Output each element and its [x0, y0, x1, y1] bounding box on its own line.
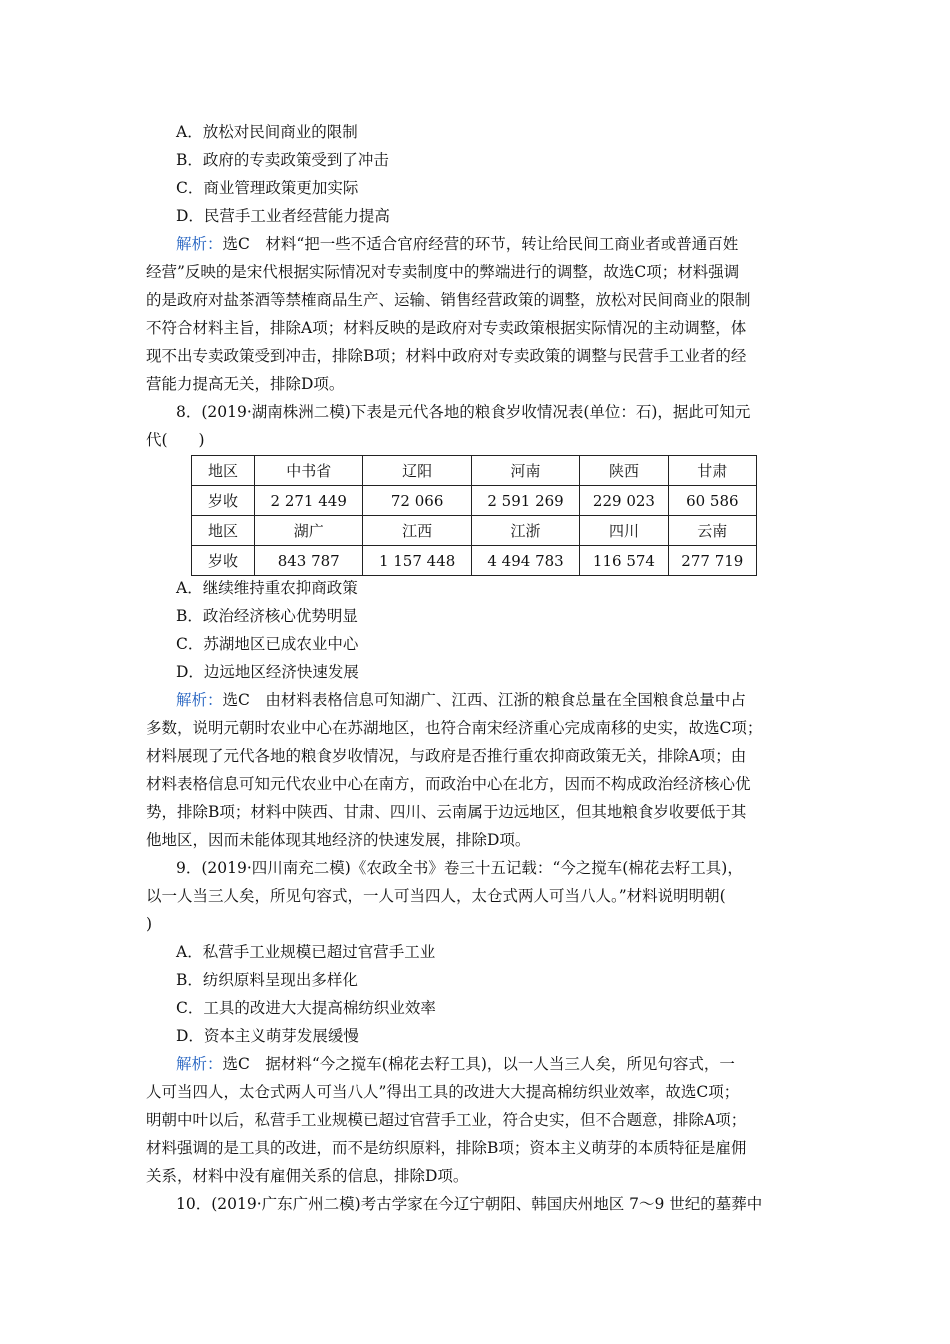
q7-option-d: D．民营手工业者经营能力提高: [176, 207, 390, 225]
table-cell: 2 271 449: [255, 486, 363, 516]
q7-analysis-line: 现不出专卖政策受到冲击，排除B项；材料中政府对专卖政策的调整与民营手工业者的经: [146, 347, 747, 365]
table-cell: 2 591 269: [471, 486, 579, 516]
analysis-label: 解析：: [176, 1055, 223, 1073]
q9-option-b: B．纺织原料呈现出多样化: [176, 971, 358, 989]
q8-option-d: D．边远地区经济快速发展: [176, 663, 359, 681]
table-cell: 甘肃: [668, 456, 756, 486]
q9-analysis-line: 关系，材料中没有雇佣关系的信息，排除D项。: [146, 1167, 469, 1185]
q8-analysis-line: 材料展现了元代各地的粮食岁收情况，与政府是否推行重农抑商政策无关，排除A项；由: [146, 747, 747, 765]
table-cell: 地区: [192, 456, 255, 486]
q8-option-c: C．苏湖地区已成农业中心: [176, 635, 359, 653]
q9-stem-line: 以一人当三人矣，所见句容式，一人可当四人，太仓式两人可当八人。”材料说明明朝(: [146, 887, 726, 905]
q8-stem-line: 代( ): [146, 431, 205, 449]
q9-stem-line: ): [146, 915, 153, 933]
table-cell: 277 719: [668, 546, 756, 576]
q9-analysis-line: [176, 1053, 841, 1075]
table-cell: 60 586: [668, 486, 756, 516]
table-cell: 江浙: [471, 516, 579, 546]
table-row: [192, 456, 757, 486]
table-cell: 中书省: [255, 456, 363, 486]
q7-option-b: B．政府的专卖政策受到了冲击: [176, 151, 389, 169]
table-cell: 河南: [471, 456, 579, 486]
q7-option-c: C．商业管理政策更加实际: [176, 179, 359, 197]
q10-stem-line: 10．(2019·广东广州二模)考古学家在今辽宁朝阳、韩国庆州地区 7～9 世纪的墓葬中: [176, 1195, 763, 1213]
table-cell: 四川: [580, 516, 668, 546]
table-cell: 江西: [363, 516, 471, 546]
q8-option-b: B．政治经济核心优势明显: [176, 607, 358, 625]
table-row: [192, 486, 757, 516]
table-row: [192, 546, 757, 576]
q8-option-a: A．继续维持重农抑商政策: [176, 579, 358, 597]
analysis-text: 选C 据材料“今之搅车(棉花去籽工具)，以一人当三人矣，所见句容式，一: [222, 1055, 735, 1073]
analysis-text: 选C 由材料表格信息可知湖广、江西、江浙的粮食总量在全国粮食总量中占: [222, 691, 746, 709]
table-cell: 辽阳: [363, 456, 471, 486]
table-cell: 4 494 783: [471, 546, 579, 576]
table-row: [192, 516, 757, 546]
table-cell: 岁收: [192, 486, 255, 516]
q9-option-d: D．资本主义萌芽发展缓慢: [176, 1027, 359, 1045]
q7-analysis-line: [176, 233, 841, 255]
q9-analysis-line: 人可当四人，太仓式两人可当八人”得出工具的改进大大提高棉纺织业效率，故选C项；: [146, 1083, 740, 1101]
table-cell: 岁收: [192, 546, 255, 576]
table-cell: 72 066: [363, 486, 471, 516]
q7-analysis-line: 营能力提高无关，排除D项。: [146, 375, 345, 393]
q9-stem-line: 9．(2019·四川南充二模)《农政全书》卷三十五记载：“今之搅车(棉花去籽工具)，: [176, 859, 743, 877]
table-cell: 843 787: [255, 546, 363, 576]
analysis-label: 解析：: [176, 235, 223, 253]
analysis-text: 选C 材料“把一些不适合官府经营的环节，转让给民间工商业者或普通百姓: [222, 235, 739, 253]
grain-harvest-table: [191, 455, 757, 576]
q7-analysis-line: 的是政府对盐茶酒等禁榷商品生产、运输、销售经营政策的调整，放松对民间商业的限制: [146, 291, 751, 309]
q9-analysis-line: 明朝中叶以后，私营手工业规模已超过官营手工业，符合史实，但不合题意，排除A项；: [146, 1111, 747, 1129]
q8-analysis-line: 多数，说明元朝时农业中心在苏湖地区，也符合南宋经济重心完成南移的史实，故选C项；: [146, 719, 763, 737]
q7-analysis-line: 经营”反映的是宋代根据实际情况对专卖制度中的弊端进行的调整，故选C项；材料强调: [146, 263, 740, 281]
table-cell: 湖广: [255, 516, 363, 546]
q8-analysis-line: 材料表格信息可知元代农业中心在南方，而政治中心在北方，因而不构成政治经济核心优: [146, 775, 751, 793]
q8-stem-line: 8．(2019·湖南株洲二模)下表是元代各地的粮食岁收情况表(单位：石)，据此可知元: [176, 403, 751, 421]
q7-analysis-line: 不符合材料主旨，排除A项；材料反映的是政府对专卖政策根据实际情况的主动调整，体: [146, 319, 747, 337]
q8-analysis-line: [176, 689, 841, 711]
analysis-label: 解析：: [176, 691, 223, 709]
q9-option-a: A．私营手工业规模已超过官营手工业: [176, 943, 436, 961]
q9-option-c: C．工具的改进大大提高棉纺织业效率: [176, 999, 436, 1017]
table-cell: 地区: [192, 516, 255, 546]
table-cell: 116 574: [580, 546, 668, 576]
q7-option-a: A．放松对民间商业的限制: [176, 123, 358, 141]
table-cell: 云南: [668, 516, 756, 546]
q8-analysis-line: 势，排除B项；材料中陕西、甘肃、四川、云南属于边远地区，但其地粮食岁收要低于其: [146, 803, 747, 821]
q8-analysis-line: 他地区，因而未能体现其地经济的快速发展，排除D项。: [146, 831, 531, 849]
q9-analysis-line: 材料强调的是工具的改进，而不是纺织原料，排除B项；资本主义萌芽的本质特征是雇佣: [146, 1139, 747, 1157]
table-cell: 陕西: [580, 456, 668, 486]
table-cell: 229 023: [580, 486, 668, 516]
table-cell: 1 157 448: [363, 546, 471, 576]
